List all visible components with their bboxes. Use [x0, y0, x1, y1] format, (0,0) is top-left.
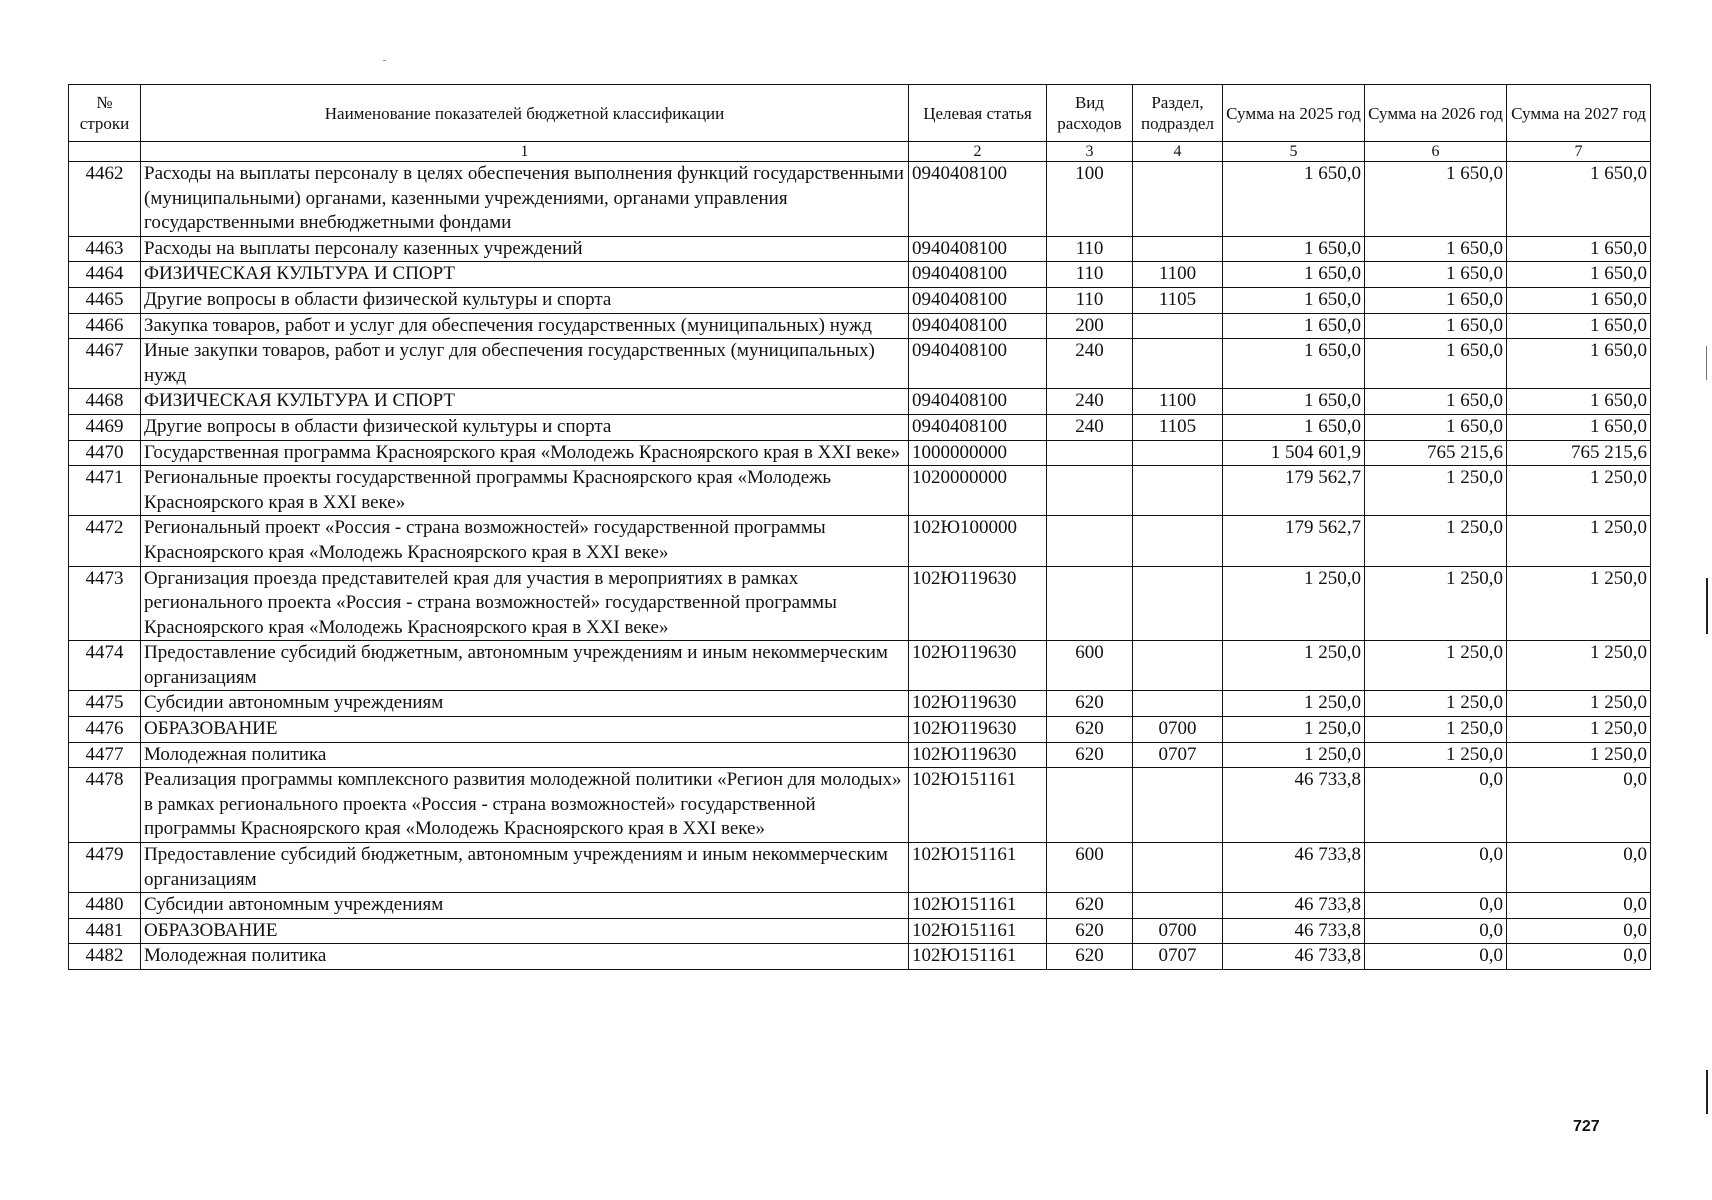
cell-section — [1133, 162, 1223, 237]
cell-section — [1133, 641, 1223, 691]
column-number: 1 — [141, 142, 909, 162]
table-row — [69, 742, 1651, 768]
table-row — [69, 641, 1651, 691]
cell-row-no: 4467 — [69, 339, 141, 389]
cell-name: ФИЗИЧЕСКАЯ КУЛЬТУРА И СПОРТ — [141, 262, 909, 288]
cell-target: 102Ю119630 — [909, 566, 1047, 641]
cell-type: 620 — [1047, 893, 1133, 919]
cell-type: 600 — [1047, 641, 1133, 691]
cell-section: 0700 — [1133, 717, 1223, 743]
column-number: 2 — [909, 142, 1047, 162]
cell-target: 102Ю151161 — [909, 843, 1047, 893]
cell-target: 102Ю119630 — [909, 717, 1047, 743]
cell-sum-2025: 46 733,8 — [1223, 918, 1365, 944]
cell-name: Расходы на выплаты персоналу в целях обеспечения выполнения функций государственными (муниципальными) органами, казенными учреждениями, органами управления государственными внебюджетными фондами — [141, 162, 909, 237]
cell-sum-2025: 1 650,0 — [1223, 313, 1365, 339]
cell-type: 240 — [1047, 389, 1133, 415]
cell-name: Реализация программы комплексного развития молодежной политики «Регион для молодых» в рамках регионального проекта «Россия - страна возможностей» государственной программы Красноярского края «Молодежь Красноярского края в XXI веке» — [141, 768, 909, 843]
cell-sum-2027: 0,0 — [1507, 944, 1651, 970]
cell-sum-2026: 1 650,0 — [1365, 414, 1507, 440]
cell-section — [1133, 236, 1223, 262]
cell-section — [1133, 440, 1223, 466]
scan-edge-mark — [1706, 578, 1708, 634]
cell-type: 620 — [1047, 944, 1133, 970]
column-number: 3 — [1047, 142, 1133, 162]
header-row — [69, 85, 1651, 142]
cell-sum-2026: 1 650,0 — [1365, 339, 1507, 389]
cell-section — [1133, 516, 1223, 566]
cell-sum-2025: 1 650,0 — [1223, 389, 1365, 415]
cell-section — [1133, 893, 1223, 919]
table-row — [69, 768, 1651, 843]
cell-name: Иные закупки товаров, работ и услуг для обеспечения государственных (муниципальных) нужд — [141, 339, 909, 389]
cell-sum-2026: 0,0 — [1365, 944, 1507, 970]
cell-row-no: 4469 — [69, 414, 141, 440]
cell-row-no: 4478 — [69, 768, 141, 843]
cell-sum-2026: 1 650,0 — [1365, 236, 1507, 262]
cell-section — [1133, 691, 1223, 717]
table-row — [69, 287, 1651, 313]
cell-sum-2027: 1 250,0 — [1507, 691, 1651, 717]
cell-target: 102Ю119630 — [909, 641, 1047, 691]
cell-type: 240 — [1047, 339, 1133, 389]
cell-name: Молодежная политика — [141, 944, 909, 970]
cell-type: 620 — [1047, 717, 1133, 743]
cell-sum-2027: 1 650,0 — [1507, 287, 1651, 313]
cell-sum-2025: 1 650,0 — [1223, 287, 1365, 313]
table-row — [69, 516, 1651, 566]
cell-name: Другие вопросы в области физической культуры и спорта — [141, 287, 909, 313]
cell-sum-2025: 1 650,0 — [1223, 414, 1365, 440]
cell-sum-2026: 1 250,0 — [1365, 516, 1507, 566]
cell-sum-2027: 1 250,0 — [1507, 641, 1651, 691]
cell-section — [1133, 313, 1223, 339]
cell-sum-2025: 179 562,7 — [1223, 516, 1365, 566]
table-row — [69, 313, 1651, 339]
cell-row-no: 4464 — [69, 262, 141, 288]
cell-name: Предоставление субсидий бюджетным, автономным учреждениям и иным некоммерческим организациям — [141, 843, 909, 893]
cell-sum-2025: 1 250,0 — [1223, 691, 1365, 717]
table-row — [69, 918, 1651, 944]
cell-sum-2027: 1 250,0 — [1507, 466, 1651, 516]
scan-edge-mark — [1706, 346, 1707, 380]
table-row — [69, 843, 1651, 893]
cell-sum-2025: 1 650,0 — [1223, 339, 1365, 389]
cell-section — [1133, 339, 1223, 389]
cell-target: 0940408100 — [909, 262, 1047, 288]
cell-sum-2027: 1 250,0 — [1507, 742, 1651, 768]
cell-sum-2027: 0,0 — [1507, 918, 1651, 944]
table-row — [69, 262, 1651, 288]
table-row — [69, 893, 1651, 919]
column-number: 5 — [1223, 142, 1365, 162]
cell-target: 0940408100 — [909, 339, 1047, 389]
cell-type: 620 — [1047, 691, 1133, 717]
cell-sum-2027: 1 650,0 — [1507, 236, 1651, 262]
header-row-no: № строки — [69, 85, 141, 142]
cell-sum-2026: 1 250,0 — [1365, 691, 1507, 717]
cell-row-no: 4482 — [69, 944, 141, 970]
header-name: Наименование показателей бюджетной классификации — [141, 85, 909, 142]
cell-row-no: 4462 — [69, 162, 141, 237]
cell-row-no: 4481 — [69, 918, 141, 944]
cell-target: 102Ю119630 — [909, 742, 1047, 768]
cell-type: 620 — [1047, 742, 1133, 768]
cell-row-no: 4473 — [69, 566, 141, 641]
cell-sum-2026: 765 215,6 — [1365, 440, 1507, 466]
cell-type: 110 — [1047, 236, 1133, 262]
cell-section — [1133, 768, 1223, 843]
cell-sum-2025: 1 650,0 — [1223, 262, 1365, 288]
cell-target: 0940408100 — [909, 236, 1047, 262]
column-number-blank — [69, 142, 141, 162]
cell-sum-2026: 1 650,0 — [1365, 313, 1507, 339]
cell-sum-2025: 46 733,8 — [1223, 843, 1365, 893]
cell-row-no: 4471 — [69, 466, 141, 516]
cell-sum-2027: 1 650,0 — [1507, 262, 1651, 288]
table-row — [69, 339, 1651, 389]
cell-row-no: 4476 — [69, 717, 141, 743]
cell-row-no: 4470 — [69, 440, 141, 466]
cell-target: 102Ю151161 — [909, 918, 1047, 944]
cell-type: 200 — [1047, 313, 1133, 339]
cell-type: 620 — [1047, 918, 1133, 944]
cell-target: 102Ю100000 — [909, 516, 1047, 566]
cell-sum-2025: 1 250,0 — [1223, 742, 1365, 768]
cell-sum-2025: 46 733,8 — [1223, 768, 1365, 843]
cell-sum-2027: 765 215,6 — [1507, 440, 1651, 466]
cell-section: 1105 — [1133, 414, 1223, 440]
cell-section: 0707 — [1133, 944, 1223, 970]
header-sum-2027: Сумма на 2027 год — [1507, 85, 1651, 142]
cell-sum-2026: 1 650,0 — [1365, 262, 1507, 288]
cell-sum-2026: 1 250,0 — [1365, 641, 1507, 691]
cell-sum-2026: 1 250,0 — [1365, 566, 1507, 641]
budget-table — [68, 84, 1651, 970]
cell-name: Организация проезда представителей края для участия в мероприятиях в рамках регионального проекта «Россия - страна возможностей» государственной программы Красноярского края «Молодежь Красноярского края в XXI веке» — [141, 566, 909, 641]
cell-section: 1100 — [1133, 262, 1223, 288]
cell-section: 1105 — [1133, 287, 1223, 313]
cell-name: ОБРАЗОВАНИЕ — [141, 717, 909, 743]
cell-type — [1047, 440, 1133, 466]
header-sum-2026: Сумма на 2026 год — [1365, 85, 1507, 142]
cell-type: 600 — [1047, 843, 1133, 893]
cell-sum-2025: 1 250,0 — [1223, 641, 1365, 691]
cell-sum-2026: 1 250,0 — [1365, 717, 1507, 743]
cell-type — [1047, 466, 1133, 516]
cell-sum-2027: 1 650,0 — [1507, 313, 1651, 339]
header-target: Целевая статья — [909, 85, 1047, 142]
cell-name: Государственная программа Красноярского края «Молодежь Красноярского края в XXI веке» — [141, 440, 909, 466]
cell-sum-2027: 0,0 — [1507, 768, 1651, 843]
table-row — [69, 566, 1651, 641]
column-number: 7 — [1507, 142, 1651, 162]
cell-type — [1047, 566, 1133, 641]
page-number: 727 — [1573, 1118, 1600, 1135]
cell-name: Субсидии автономным учреждениям — [141, 691, 909, 717]
cell-target: 102Ю119630 — [909, 691, 1047, 717]
header-type: Вид расходов — [1047, 85, 1133, 142]
cell-row-no: 4477 — [69, 742, 141, 768]
cell-sum-2025: 46 733,8 — [1223, 944, 1365, 970]
cell-name: Предоставление субсидий бюджетным, автономным учреждениям и иным некоммерческим организациям — [141, 641, 909, 691]
cell-name: Другие вопросы в области физической культуры и спорта — [141, 414, 909, 440]
cell-section: 0700 — [1133, 918, 1223, 944]
cell-name: ОБРАЗОВАНИЕ — [141, 918, 909, 944]
cell-sum-2027: 1 650,0 — [1507, 414, 1651, 440]
table-row — [69, 717, 1651, 743]
table-row — [69, 944, 1651, 970]
table-row — [69, 236, 1651, 262]
cell-section — [1133, 566, 1223, 641]
cell-target: 1020000000 — [909, 466, 1047, 516]
cell-target: 102Ю151161 — [909, 768, 1047, 843]
cell-sum-2026: 1 650,0 — [1365, 389, 1507, 415]
cell-sum-2025: 46 733,8 — [1223, 893, 1365, 919]
scan-edge-mark — [1706, 1070, 1708, 1114]
table-row — [69, 162, 1651, 237]
cell-name: Закупка товаров, работ и услуг для обеспечения государственных (муниципальных) нужд — [141, 313, 909, 339]
cell-row-no: 4479 — [69, 843, 141, 893]
cell-name: ФИЗИЧЕСКАЯ КУЛЬТУРА И СПОРТ — [141, 389, 909, 415]
table-row — [69, 389, 1651, 415]
cell-sum-2026: 0,0 — [1365, 768, 1507, 843]
cell-target: 102Ю151161 — [909, 944, 1047, 970]
cell-sum-2027: 1 650,0 — [1507, 389, 1651, 415]
cell-section — [1133, 466, 1223, 516]
table-row — [69, 466, 1651, 516]
cell-target: 1000000000 — [909, 440, 1047, 466]
cell-type — [1047, 768, 1133, 843]
cell-row-no: 4466 — [69, 313, 141, 339]
cell-sum-2025: 1 650,0 — [1223, 236, 1365, 262]
cell-sum-2026: 1 250,0 — [1365, 742, 1507, 768]
cell-row-no: 4474 — [69, 641, 141, 691]
cell-name: Субсидии автономным учреждениям — [141, 893, 909, 919]
cell-target: 102Ю151161 — [909, 893, 1047, 919]
cell-row-no: 4465 — [69, 287, 141, 313]
cell-target: 0940408100 — [909, 313, 1047, 339]
table-row — [69, 440, 1651, 466]
cell-target: 0940408100 — [909, 162, 1047, 237]
cell-sum-2026: 1 250,0 — [1365, 466, 1507, 516]
cell-name: Региональные проекты государственной программы Красноярского края «Молодежь Красноярского края в XXI веке» — [141, 466, 909, 516]
cell-section: 1100 — [1133, 389, 1223, 415]
cell-target: 0940408100 — [909, 389, 1047, 415]
cell-sum-2027: 1 250,0 — [1507, 566, 1651, 641]
cell-sum-2025: 1 250,0 — [1223, 717, 1365, 743]
cell-row-no: 4468 — [69, 389, 141, 415]
scan-mark — [383, 60, 386, 61]
cell-sum-2027: 0,0 — [1507, 893, 1651, 919]
cell-sum-2027: 1 650,0 — [1507, 339, 1651, 389]
cell-sum-2027: 1 650,0 — [1507, 162, 1651, 237]
cell-sum-2027: 0,0 — [1507, 843, 1651, 893]
cell-sum-2027: 1 250,0 — [1507, 717, 1651, 743]
cell-sum-2026: 1 650,0 — [1365, 287, 1507, 313]
cell-sum-2027: 1 250,0 — [1507, 516, 1651, 566]
cell-section: 0707 — [1133, 742, 1223, 768]
cell-sum-2026: 0,0 — [1365, 843, 1507, 893]
cell-type: 240 — [1047, 414, 1133, 440]
cell-sum-2025: 179 562,7 — [1223, 466, 1365, 516]
cell-sum-2026: 0,0 — [1365, 893, 1507, 919]
cell-row-no: 4475 — [69, 691, 141, 717]
cell-sum-2025: 1 250,0 — [1223, 566, 1365, 641]
header-section: Раздел, подраздел — [1133, 85, 1223, 142]
cell-section — [1133, 843, 1223, 893]
column-number-row — [69, 142, 1651, 162]
cell-sum-2026: 0,0 — [1365, 918, 1507, 944]
cell-target: 0940408100 — [909, 414, 1047, 440]
header-sum-2025: Сумма на 2025 год — [1223, 85, 1365, 142]
table-row — [69, 691, 1651, 717]
cell-sum-2025: 1 504 601,9 — [1223, 440, 1365, 466]
column-number: 4 — [1133, 142, 1223, 162]
cell-sum-2025: 1 650,0 — [1223, 162, 1365, 237]
cell-row-no: 4463 — [69, 236, 141, 262]
cell-sum-2026: 1 650,0 — [1365, 162, 1507, 237]
cell-name: Расходы на выплаты персоналу казенных учреждений — [141, 236, 909, 262]
cell-type — [1047, 516, 1133, 566]
cell-name: Региональный проект «Россия - страна возможностей» государственной программы Красноярского края «Молодежь Красноярского края в XXI веке» — [141, 516, 909, 566]
table-row — [69, 414, 1651, 440]
cell-type: 110 — [1047, 262, 1133, 288]
cell-type: 110 — [1047, 287, 1133, 313]
cell-target: 0940408100 — [909, 287, 1047, 313]
cell-row-no: 4472 — [69, 516, 141, 566]
column-number: 6 — [1365, 142, 1507, 162]
cell-row-no: 4480 — [69, 893, 141, 919]
table-body — [69, 162, 1651, 970]
cell-name: Молодежная политика — [141, 742, 909, 768]
cell-type: 100 — [1047, 162, 1133, 237]
